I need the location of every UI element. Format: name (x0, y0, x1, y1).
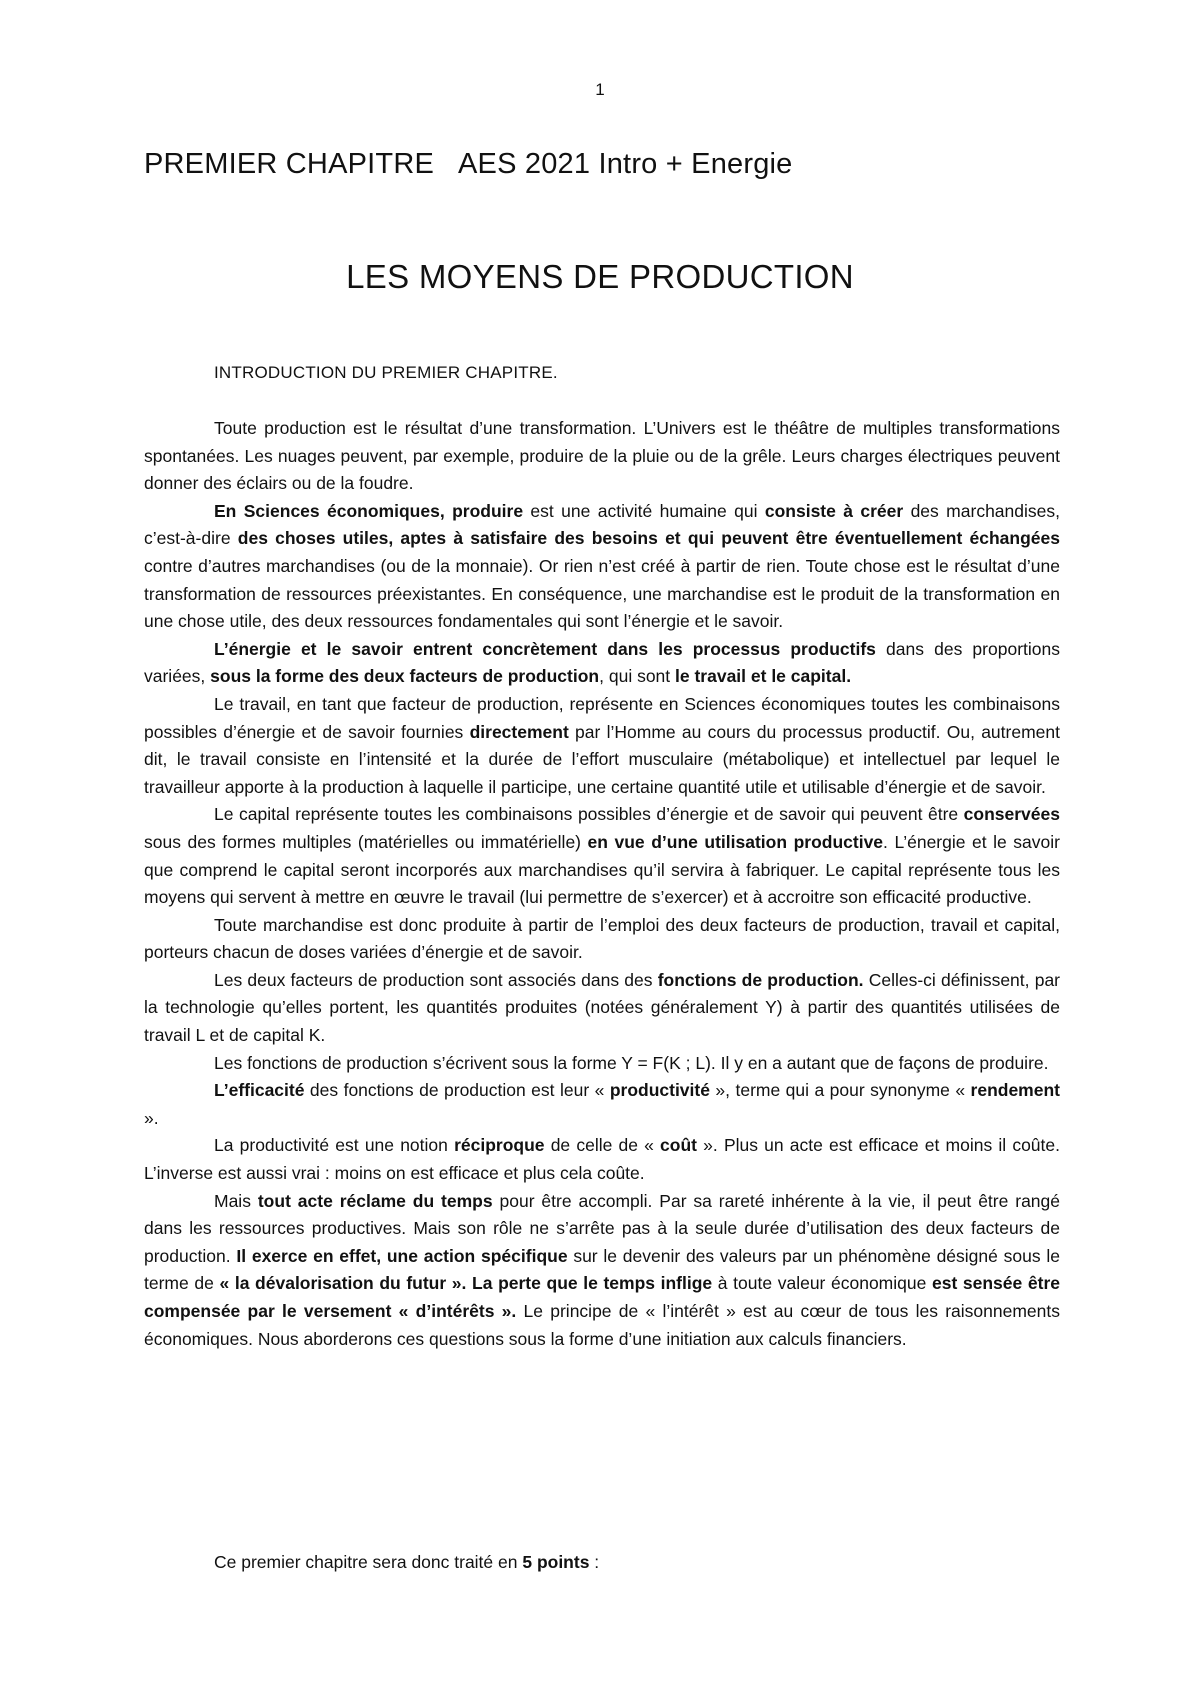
bold-text-run: L’énergie et le savoir entrent concrètement dans les processus productifs (214, 638, 876, 659)
text-run: : (589, 1552, 600, 1572)
bold-text-run: réciproque (454, 1135, 545, 1156)
bold-text-run: Il exerce en effet, une action spécifique (236, 1245, 568, 1266)
paragraph (144, 1077, 1060, 1132)
bold-text-run: directement (469, 721, 569, 742)
course-label: AES 2021 Intro + Energie (458, 148, 793, 180)
text-run: à toute valeur économique (712, 1273, 932, 1294)
paragraph (144, 967, 1060, 1050)
text-run: est une activité humaine qui (523, 500, 765, 521)
text-run: de celle de « (544, 1135, 661, 1156)
text-run: des fonctions de production est leur « (304, 1080, 610, 1101)
text-run: ». Plus un acte est efficace et moins il coûte. L’inverse est aussi vrai : moins on est efficace et plus cela coûte. (144, 1135, 1060, 1184)
text-run: », terme qui a pour synonyme « (709, 1080, 971, 1101)
text-run: Celles-ci définissent, par la technologie qu’elles portent, les quantités produites (notées généralement Y) à partir des quantités utilisées de travail L et de capital K. (144, 969, 1061, 1046)
text-run: Le capital représente toutes les combinaisons possibles d’énergie et de savoir qui peuvent être (214, 804, 964, 825)
bold-text-run: conservées (963, 804, 1060, 825)
text-run: Le principe de « l’intérêt » est au cœur de tous les raisonnements économiques. Nous aborderons ces questions sous la forme d’une initiation aux calculs financiers. (144, 1301, 1060, 1349)
paragraph (144, 1132, 1060, 1187)
text-run: Ce premier chapitre sera donc traité en (214, 1552, 523, 1572)
text-run: La productivité est une notion (214, 1135, 455, 1156)
closing-line (214, 1552, 599, 1573)
bold-text-run: coût (660, 1135, 697, 1156)
bold-text-run: est sensée être compensée par le versement « d’intérêts ». (144, 1273, 1060, 1321)
text-run: ». (144, 1107, 159, 1128)
text-run: contre d’autres marchandises (ou de la monnaie). Or rien n’est créé à partir de rien. Toute chose est le résultat d’une transformation de ressources préexistantes. En conséquence, une marchandise est le produit de la transformation en une chose utile, des deux ressources fondamentales qui sont l’énergie et le savoir. (144, 555, 1060, 632)
text-run: par l’Homme au cours du processus productif. Ou, autrement dit, le travail consiste en l’intensité et la durée de l’effort musculaire (métabolique) et intellectuel par lequel le travailleur apporte à la production à laquelle il participe, une certaine quantité utile et utilisable d’énergie et de savoir. (144, 721, 1060, 797)
bold-text-run: rendement (970, 1080, 1060, 1101)
paragraph (144, 1188, 1060, 1354)
bold-text-run: 5 points (522, 1552, 590, 1572)
text-run: sous des formes multiples (matérielles ou immatérielle) (144, 831, 588, 852)
text-run: Les fonctions de production s’écrivent sous la forme Y = F(K ; L). Il y en a autant que de façons de produire. (214, 1052, 1049, 1073)
paragraph (144, 801, 1060, 911)
body-text (144, 415, 1060, 1353)
paragraph (144, 912, 1060, 967)
bold-text-run: fonctions de production. (657, 969, 864, 990)
text-run: Mais (214, 1190, 258, 1211)
bold-text-run: « la dévalorisation du futur ». La perte que le temps inflige (219, 1273, 713, 1294)
bold-text-run: tout acte réclame du temps (257, 1190, 493, 1211)
page-title: LES MOYENS DE PRODUCTION (346, 258, 854, 295)
text-run: des marchandises, c’est-à-dire (144, 500, 1060, 549)
bold-text-run: en vue d’une utilisation productive (587, 831, 884, 852)
chapter-header (144, 148, 793, 181)
bold-text-run: productivité (609, 1080, 710, 1101)
text-run: , qui sont (599, 666, 676, 687)
bold-text-run: sous la forme des deux facteurs de production (210, 666, 600, 687)
bold-text-run: le travail et le capital. (675, 666, 852, 687)
text-run: Les deux facteurs de production sont associés dans des (214, 969, 658, 990)
text-run: sur le devenir des valeurs par un phénomène désigné sous le terme de (144, 1245, 1060, 1294)
paragraph (144, 415, 1060, 498)
bold-text-run: En Sciences économiques, produire (214, 500, 524, 521)
chapter-label: PREMIER CHAPITRE (144, 148, 435, 180)
text-run: . L’énergie et le savoir que comprend le capital seront incorporés aux marchandises qu’il servira à fabriquer. Le capital représente tous les moyens qui servent à mettre en œuvre le travail (lui permettre de s’exercer) et à accroitre son efficacité productive. (144, 831, 1060, 908)
text-run: dans des proportions variées, (144, 638, 1060, 687)
paragraph (144, 1050, 1060, 1078)
intro-heading: INTRODUCTION DU PREMIER CHAPITRE. (214, 363, 558, 382)
text-run: Toute production est le résultat d’une transformation. L’Univers est le théâtre de multiples transformations spontanées. Les nuages peuvent, par exemple, produire de la pluie ou de la grêle. Leurs charges électriques peuvent donner des éclairs ou de la foudre. (144, 418, 1060, 494)
bold-text-run: L’efficacité (214, 1080, 305, 1101)
text-run: Le travail, en tant que facteur de production, représente en Sciences économiques toutes les combinaisons possibles d’énergie et de savoir fournies (144, 693, 1060, 742)
page-number: 1 (595, 80, 605, 99)
paragraph (144, 691, 1060, 801)
paragraph (144, 498, 1060, 636)
bold-text-run: des choses utiles, aptes à satisfaire des besoins et qui peuvent être éventuellement échangées (237, 528, 1060, 549)
text-run: pour être accompli. Par sa rareté inhérente à la vie, il peut être rangé dans les ressources productives. Mais son rôle ne s’arrête pas à la seule durée d’utilisation des deux facteurs de production. (144, 1190, 1061, 1266)
bold-text-run: consiste à créer (764, 500, 904, 521)
paragraph (144, 636, 1060, 691)
text-run: Toute marchandise est donc produite à partir de l’emploi des deux facteurs de production, travail et capital, porteurs chacun de doses variées d’énergie et de savoir. (144, 914, 1060, 963)
